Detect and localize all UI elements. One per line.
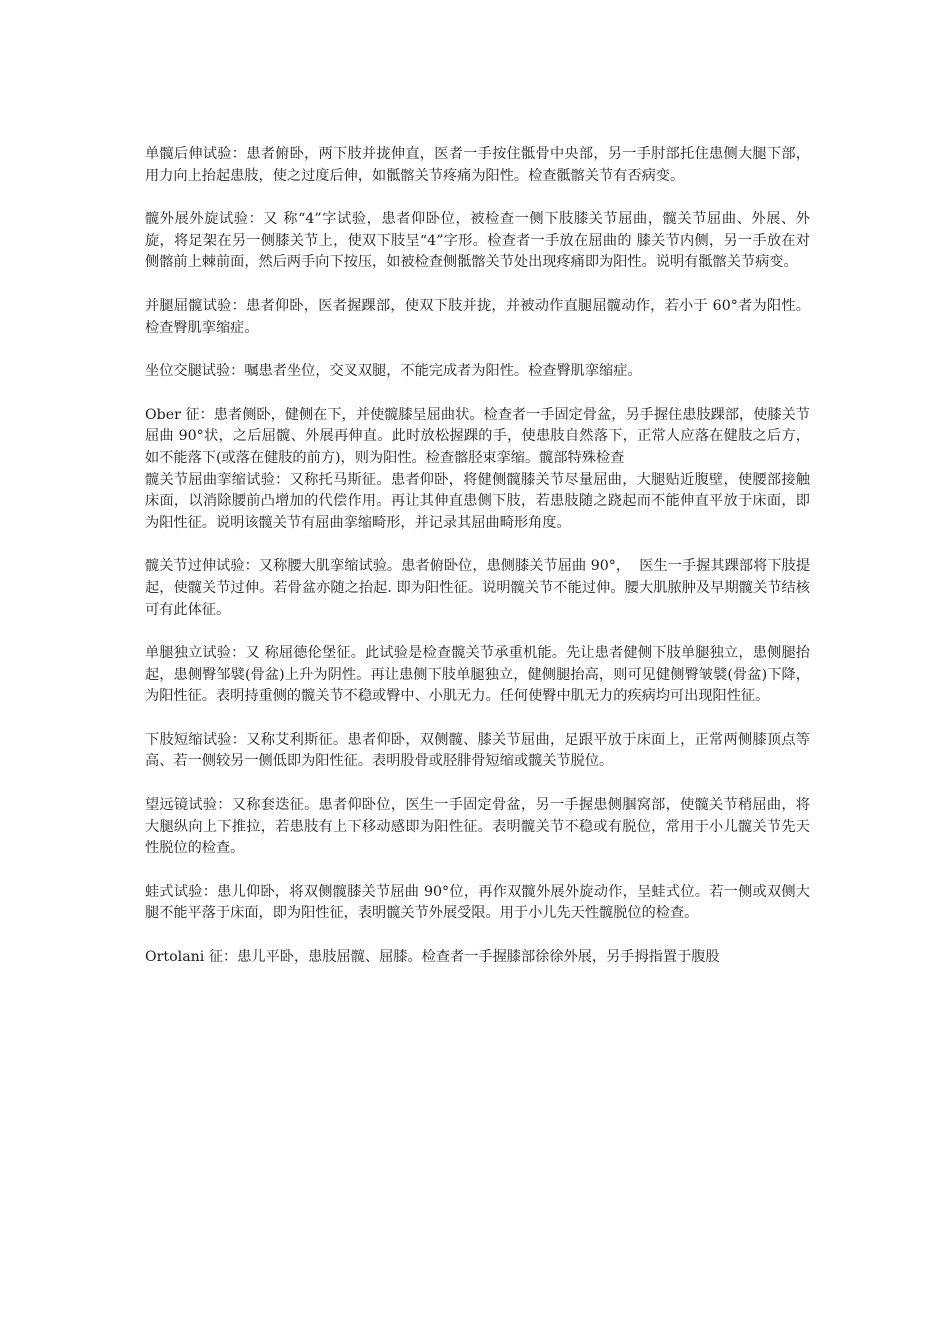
paragraph-gap: [145, 708, 810, 730]
paragraph-single-hip-extension-test: 单髋后伸试验：患者俯卧，两下肢并拢伸直，医者一手按住骶骨中央部，另一手肘部托住患侧大腿下部，用力向上抬起患肢，使之过度后伸，如骶髂关节疼痛为阳性。检查骶髂关节有否病变。: [145, 146, 810, 184]
paragraph-gap: [145, 925, 810, 947]
document-body: [145, 144, 810, 969]
paragraph-gap: [145, 621, 810, 643]
paragraph-telescope-test: 望远镜试验：又称套迭征。患者仰卧位，医生一手固定骨盆，另一手握患侧腘窝部，使髋关节稍屈曲，将大腿纵向上下推拉，若患肢有上下移动感即为阳性征。表明髋关节不稳或有脱位，常用于小儿髋关节先天性脱位的检查。: [145, 797, 810, 857]
paragraph-gap: [145, 773, 810, 795]
paragraph-gap: [145, 383, 810, 405]
paragraph-sitting-cross-leg-test: 坐位交腿试验：嘱患者坐位，交叉双腿，不能完成者为阳性。检查臀肌挛缩症。: [145, 363, 642, 380]
paragraph-gap: [145, 860, 810, 882]
paragraph-gap: [145, 339, 810, 361]
paragraph-allis-sign: 下肢短缩试验：又称艾利斯征。患者仰卧，双侧髋、膝关节屈曲，足跟平放于床面上，正常两侧膝顶点等高、若一侧较另一侧低即为阳性征。表明股骨或胫腓骨短缩或髋关节脱位。: [145, 731, 810, 770]
paragraph-hip-abduction-external-rotation-test: 髋外展外旋试验：又 称“4”字试验，患者仰卧位，被检查一侧下肢膝关节屈曲，髋关节屈曲、外展、外旋，将足架在另一侧膝关节上，使双下肢呈“4”字形。检查者一手放在屈曲的 膝关节内侧，另一手放在对侧髂前上棘前面，然后两手向下按压，如被检查侧骶髂关节处出现疼痛即为阳性。说明有骶髂关节病变。: [145, 211, 810, 271]
paragraph-frog-test: 蛙式试验：患儿仰卧，将双侧髋膝关节屈曲 90°位，再作双髋外展外旋动作，呈蛙式位。若一侧或双侧大腿不能平落于床面，即为阳性征，表明髋关节外展受限。用于小儿先天性髋脱位的检查。: [145, 883, 810, 922]
paragraph-ortolani-sign: Ortolani 征：患儿平卧，患肢屈髋、屈膝。检查者一手握膝部徐徐外展，另手拇指置于腹股: [145, 949, 720, 966]
paragraph-ober-sign-and-thomas-sign: Ober 征：患者侧卧，健侧在下，并使髋膝呈屈曲状。检查者一手固定骨盆，另手握住患肢踝部，使膝关节屈曲 90°状，之后屈髋、外展再伸直。此时放松握踝的手，使患肢自然落下，正常人应落在健肢之后方，如不能落下(或落在健肢的前方)，则为阳性。检查髂胫束挛缩。髋部特殊检查 髋关节屈曲挛缩试验：又称托马斯征。患者仰卧，将健侧髋膝关节尽量屈曲，大腿贴近腹壁，使腰部接触床面，以消除腰前凸增加的代偿作用。再让其伸直患侧下肢，若患肢随之跷起而不能伸直平放于床面，即为阳性征。说明该髋关节有屈曲挛缩畸形，并记录其屈曲畸形角度。: [145, 406, 810, 531]
paragraph-hip-hyperextension-test: 髋关节过伸试验：又称腰大肌挛缩试验。患者俯卧位，患侧膝关节屈曲 90°， 医生一手握其踝部将下肢提起，使髋关节过伸。若骨盆亦随之抬起. 即为阳性征。说明髋关节不能过伸。腰大肌脓肿及早期髋关节结核可有此体征。: [145, 558, 810, 618]
paragraph-trendelenburg-test: 单腿独立试验：又 称屈德伦堡征。此试验是检查髋关节承重机能。先让患者健侧下肢单腿独立，患侧腿抬起，患侧臀邹襞(骨盆)上升为阴性。再让患侧下肢单腿独立，健侧腿抬高，则可见健侧臀皱襞(骨盆)下降，为阳性征。表明持重侧的髋关节不稳或臀中、小肌无力。任何使臀中肌无力的疾病均可出现阳性征。: [145, 645, 810, 705]
paragraph-gap: [145, 274, 810, 296]
paragraph-gap: [145, 187, 810, 209]
paragraph-leg-together-hip-flexion-test: 并腿屈髋试验：患者仰卧，医者握踝部，使双下肢并拢，并被动作直腿屈髋动作，若小于 60°者为阳性。检查臀肌挛缩症。: [145, 297, 810, 336]
paragraph-gap: [145, 534, 810, 556]
